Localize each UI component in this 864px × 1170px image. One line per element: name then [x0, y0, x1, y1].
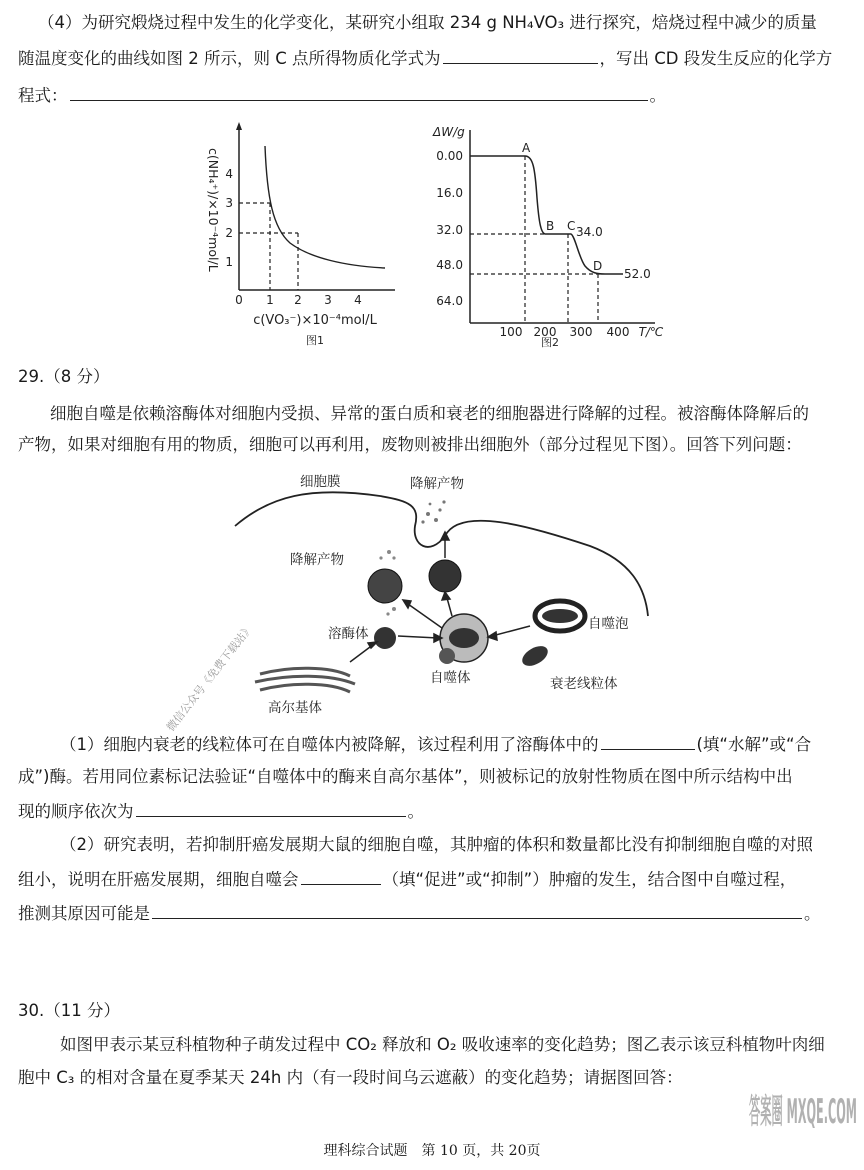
fig2-point-a: A	[522, 141, 531, 155]
label-product-top: 降解产物	[410, 476, 464, 492]
answer-blank[interactable]	[152, 902, 802, 919]
fig1-ytick-4: 4	[225, 167, 233, 181]
autophagosome-mito	[449, 628, 479, 648]
fig2-xlabel: T/℃	[638, 325, 664, 339]
fig2-point-c: C	[567, 219, 576, 233]
q28-4-line2-text: 随温度变化的曲线如图 2 所示，则 C 点所得物质化学式为	[18, 49, 441, 68]
fig2-xtick-400: 400	[606, 325, 630, 339]
fig2-ylabel: ΔW/g	[433, 125, 465, 139]
lysosome	[374, 627, 396, 649]
fig2-value-d: 52.0	[624, 267, 651, 281]
q28-4-line3-text: 程式：	[18, 86, 68, 105]
arrowhead	[442, 592, 450, 600]
q29-p2-line3	[18, 902, 821, 925]
fig1-caption: 图1	[306, 334, 324, 347]
fig2-xtick-300: 300	[569, 325, 593, 339]
q28-4-line1: （4）为研究煅烧过程中发生的化学变化，某研究小组取 234 g NH₄VO₃ 进行探究，焙烧过程中减少的质量	[38, 13, 817, 32]
arrowhead	[403, 600, 411, 608]
q29-p2-text-c: （填“促进”或“抑制”）肿瘤的发生，结合图中自噬过程，	[382, 870, 797, 889]
fig1-xlabel: c(VO₃⁻)×10⁻⁴mol/L	[253, 313, 377, 328]
fig1-xtick-4: 4	[354, 293, 362, 307]
fig1-xtick-1: 1	[266, 293, 274, 307]
q30-line1: 如图甲表示某豆科植物种子萌发过程中 CO₂ 释放和 O₂ 吸收速率的变化趋势；图乙表示该豆科植物叶肉细	[60, 1035, 825, 1054]
fig1-y-arrow	[236, 122, 242, 130]
q30-line2: 胞中 C₃ 的相对含量在夏季某天 24h 内（有一段时间乌云遮蔽）的变化趋势；请据图回答：	[18, 1068, 683, 1087]
product-dots-top	[421, 500, 445, 523]
fig2-xtick-200: 200	[533, 325, 557, 339]
q29-intro-line2: 产物，如果对细胞有用的物质，细胞可以再利用，废物则被排出细胞外（部分过程见下图）。回答下列问题：	[18, 435, 802, 454]
fig1-xtick-2: 2	[294, 293, 302, 307]
arrow-to-top	[447, 598, 452, 616]
label-product-left: 降解产物	[290, 552, 344, 568]
fig1-ytick-2: 2	[225, 226, 233, 240]
fig2-ytick-64: 64.0	[436, 294, 463, 308]
q28-4-line2	[18, 47, 832, 70]
lysosome-fusion-top	[429, 560, 461, 592]
q29-p1-end: 。	[407, 802, 424, 821]
fig2-curve	[470, 156, 623, 274]
q29-intro-line1: 细胞自噬是依赖溶酶体对细胞内受损、异常的蛋白质和衰老的细胞器进行降解的过程。被溶酶体降解后的	[50, 404, 809, 423]
fig2-ytick-32: 32.0	[436, 223, 463, 237]
figure-2-graph	[425, 118, 675, 350]
label-lysosome: 溶酶体	[328, 626, 369, 642]
label-cell-membrane: 细胞膜	[300, 474, 341, 490]
fig2-xtick-100: 100	[499, 325, 523, 339]
fig2-ytick-48: 48.0	[436, 258, 463, 272]
fig1-ytick-3: 3	[225, 196, 233, 210]
label-autophagic-vesicle: 自噬泡	[588, 616, 629, 632]
arrowhead	[488, 632, 497, 640]
arrowhead	[441, 532, 449, 540]
lysosome-digesting	[368, 569, 402, 603]
q29-p1-line1	[60, 733, 811, 756]
fig2-point-d: D	[593, 259, 603, 273]
arrow-lyso-fuse	[398, 636, 438, 638]
fig1-ylabel: c(NH₄⁺)/×10⁻⁴mol/L	[206, 148, 221, 272]
q29-p2-text-d: 推测其原因可能是	[18, 904, 150, 923]
figure-1-graph	[195, 118, 435, 350]
vesicle-mito	[542, 609, 578, 623]
fig1-origin: 0	[235, 293, 243, 307]
fig2-value-c: 34.0	[576, 225, 603, 239]
autophagy-diagram	[164, 466, 660, 734]
golgi-apparatus	[255, 668, 355, 692]
fig2-ytick-0: 0.00	[436, 149, 463, 163]
lysosome-small	[439, 648, 455, 664]
watermark-text: 答案圈 MXQE.COM	[749, 1092, 857, 1132]
fig2-point-b: B	[546, 219, 555, 233]
label-old-mitochondria: 衰老线粒体	[550, 676, 618, 692]
answer-blank[interactable]	[601, 733, 695, 750]
label-golgi: 高尔基体	[268, 700, 322, 716]
answer-blank[interactable]	[301, 868, 381, 885]
q29-p1-line2: 成”)酶。若用同位素标记法验证“自噬体中的酶来自高尔基体”，则被标记的放射性物质在图中所示结构中出	[18, 767, 793, 786]
q29-p2-end: 。	[804, 904, 821, 923]
q28-4-line3-end: 。	[649, 86, 666, 105]
fig1-xtick-3: 3	[324, 293, 332, 307]
q29-p1-text-d: 现的顺序依次为	[18, 802, 134, 821]
answer-blank[interactable]	[136, 800, 406, 817]
fig2-caption: 图2	[541, 336, 559, 349]
fig1-curve	[265, 146, 385, 268]
q29-p2-text: 组小，说明在肝癌发展期，细胞自噬会	[18, 870, 299, 889]
q29-header: 29.（8 分）	[18, 367, 110, 386]
label-autophagosome: 自噬体	[430, 670, 471, 686]
q28-4-line2-text-b: ，写出 CD 段发生反应的化学方	[599, 49, 833, 68]
q28-4-line3	[18, 84, 666, 107]
fig2-ytick-16: 16.0	[436, 186, 463, 200]
q29-p1-line3	[18, 800, 424, 823]
arrow-vesicle-fuse	[492, 626, 530, 636]
fig1-ytick-1: 1	[225, 255, 233, 269]
q29-p2-line2	[18, 868, 796, 891]
q29-p2-line1: （2）研究表明，若抑制肝癌发展期大鼠的细胞自噬，其肿瘤的体积和数量都比没有抑制细胞自噬的对照	[60, 835, 813, 854]
arrow-to-left	[408, 604, 442, 628]
answer-blank[interactable]	[70, 84, 648, 101]
old-mitochondrion	[519, 642, 551, 670]
q29-p1-text: （1）细胞内衰老的线粒体可在自噬体内被降解，该过程利用了溶酶体中的	[60, 735, 599, 754]
page-footer: 理科综合试题 第 10 页，共 20页	[323, 1143, 541, 1159]
q29-p1-text-b: (填“水解”或“合	[696, 735, 812, 754]
q30-header: 30.（11 分）	[18, 1001, 120, 1020]
diagram-watermark: 微信公众号《免费下载站》	[164, 621, 256, 734]
answer-blank[interactable]	[443, 47, 598, 64]
